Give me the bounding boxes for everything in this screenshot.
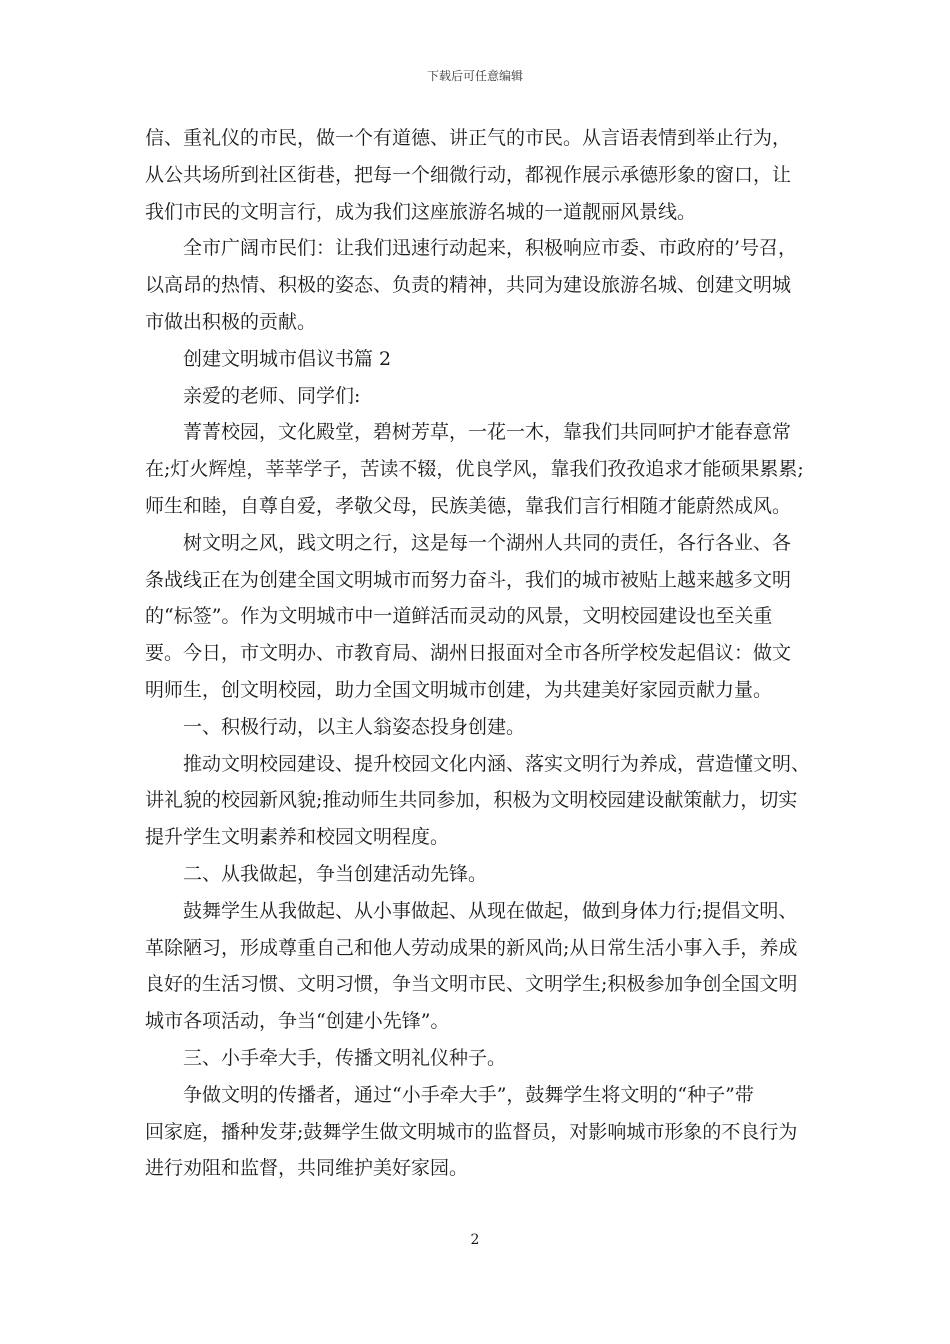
paragraph-start: 树文明之风，践文明之行，这是每一个湖州人共同的责任，各行各业、各 — [183, 531, 792, 554]
body-line: 要。今日，市文明办、市教育局、湖州日报面对全市各所学校发起倡议：做文 — [145, 642, 792, 665]
body-line: 在;灯火辉煌，莘莘学子，苦读不辍，优良学风，靠我们孜孜追求才能硕果累累; — [145, 458, 804, 481]
document-body — [145, 120, 810, 1187]
body-line: 的“标签”。作为文明城市中一道鲜活而灵动的风景，文明校园建设也至关重 — [145, 605, 773, 628]
paragraph-start: 推动文明校园建设、提升校园文化内涵、落实文明行为养成，营造懂文明、 — [183, 752, 811, 775]
body-line: 革除陋习，形成尊重自己和他人劳动成果的新风尚;从日常生活小事入手，养成 — [145, 936, 798, 959]
body-line: 师生和睦，自尊自爱，孝敬父母，民族美德，靠我们言行相随才能蔚然成风。 — [145, 494, 792, 517]
body-line: 从公共场所到社区街巷，把每一个细微行动，都视作展示承德形象的窗口，让 — [145, 163, 792, 186]
body-line: 信、重礼仪的市民，做一个有道德、讲正气的市民。从言语表情到举止行为， — [145, 127, 792, 149]
numbered-heading: 一、积极行动，以主人翁姿态投身创建。 — [183, 715, 526, 738]
body-line: 讲礼貌的校园新风貌;推动师生共同参加，积极为文明校园建设献策献力，切实 — [145, 789, 798, 812]
body-line: 进行劝阻和监督，共同维护美好家园。 — [145, 1157, 469, 1180]
page-header-note: 下载后可任意编辑 — [426, 69, 523, 83]
body-line: 我们市民的文明言行，成为我们这座旅游名城的一道靓丽风景线。 — [145, 200, 697, 223]
section-title: 创建文明城市倡议书篇 2 — [183, 347, 392, 370]
salutation: 亲爱的老师、同学们: — [183, 384, 361, 407]
body-line: 提升学生文明素养和校园文明程度。 — [145, 826, 450, 849]
numbered-heading: 二、从我做起，争当创建活动先锋。 — [183, 862, 488, 885]
paragraph-start: 全市广阔市民们：让我们迅速行动起来，积极响应市委、市政府的’号召， — [183, 237, 798, 260]
body-line: 明师生，创文明校园，助力全国文明城市创建，为共建美好家园贡献力量。 — [145, 678, 773, 701]
body-line: 城市各项活动，争当“创建小先锋”。 — [145, 1010, 450, 1033]
paragraph-start: 争做文明的传播者，通过“小手牵大手”，鼓舞学生将文明的“种子”带 — [183, 1083, 754, 1106]
paragraph-start: 鼓舞学生从我做起、从小事做起、从现在做起，做到身体力行;提倡文明、 — [183, 899, 798, 922]
numbered-heading: 三、小手牵大手，传播文明礼仪种子。 — [183, 1046, 507, 1069]
body-line: 以高昂的热情、积极的姿态、负责的精神，共同为建设旅游名城、创建文明城 — [145, 274, 792, 297]
body-line: 条战线正在为创建全国文明城市而努力奋斗，我们的城市被贴上越来越多文明 — [145, 568, 792, 591]
page-number: 2 — [470, 1232, 480, 1248]
body-line: 市做出积极的贡献。 — [145, 310, 317, 333]
body-line: 回家庭，播种发芽;鼓舞学生做文明城市的监督员，对影响城市形象的不良行为 — [145, 1120, 798, 1143]
paragraph-start: 菁菁校园，文化殿堂，碧树芳草，一花一木，靠我们共同呵护才能春意常 — [183, 421, 792, 444]
body-line: 良好的生活习惯、文明习惯，争当文明市民、文明学生;积极参加争创全国文明 — [145, 973, 798, 996]
